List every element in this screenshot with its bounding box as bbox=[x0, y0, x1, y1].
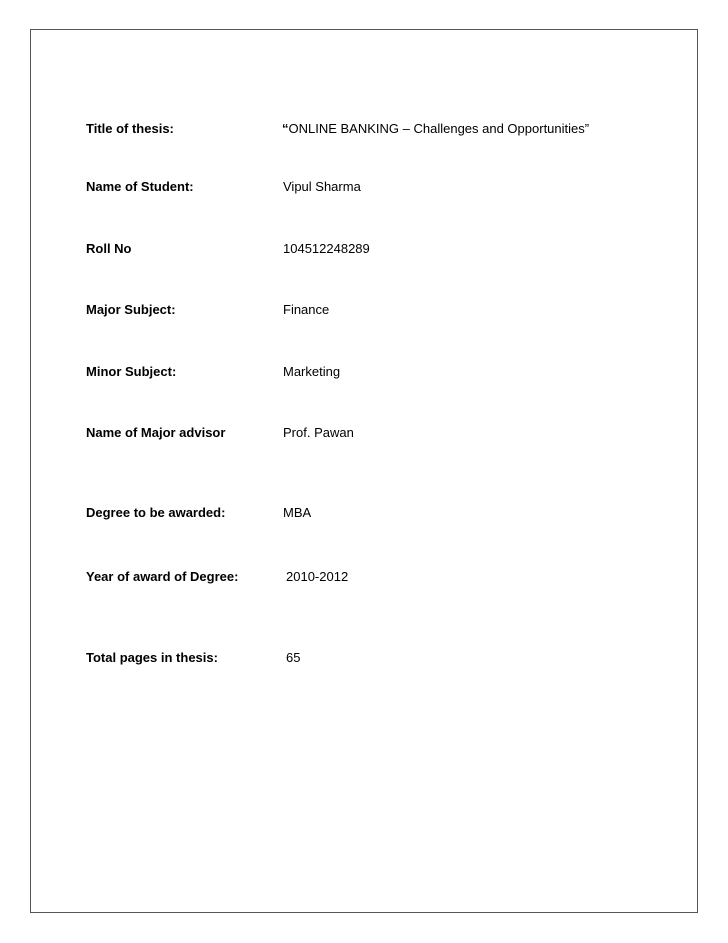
year-of-award-value: 2010-2012 bbox=[286, 569, 349, 584]
year-of-award-label: Year of award of Degree: bbox=[86, 569, 239, 584]
roll-no-label: Roll No bbox=[86, 241, 132, 256]
major-subject-value: Finance bbox=[283, 302, 330, 317]
total-pages-value: 65 bbox=[286, 650, 301, 665]
thesis-title-text: ONLINE BANKING – Challenges and Opportunities” bbox=[288, 121, 590, 136]
total-pages-label: Total pages in thesis: bbox=[86, 650, 218, 665]
major-subject-label: Major Subject: bbox=[86, 302, 176, 317]
major-advisor-label: Name of Major advisor bbox=[86, 425, 226, 440]
thesis-title-value bbox=[282, 121, 589, 137]
minor-subject-label: Minor Subject: bbox=[86, 364, 177, 379]
degree-label: Degree to be awarded: bbox=[86, 505, 226, 520]
thesis-title-label: Title of thesis: bbox=[86, 121, 174, 136]
major-advisor-value: Prof. Pawan bbox=[283, 425, 354, 440]
minor-subject-value: Marketing bbox=[283, 364, 341, 379]
thesis-title-open-quote: “ bbox=[282, 121, 289, 136]
student-name-label: Name of Student: bbox=[86, 179, 194, 194]
page-border bbox=[30, 29, 698, 913]
degree-value: MBA bbox=[283, 505, 312, 520]
roll-no-value: 104512248289 bbox=[283, 241, 370, 256]
student-name-value: Vipul Sharma bbox=[283, 179, 361, 194]
